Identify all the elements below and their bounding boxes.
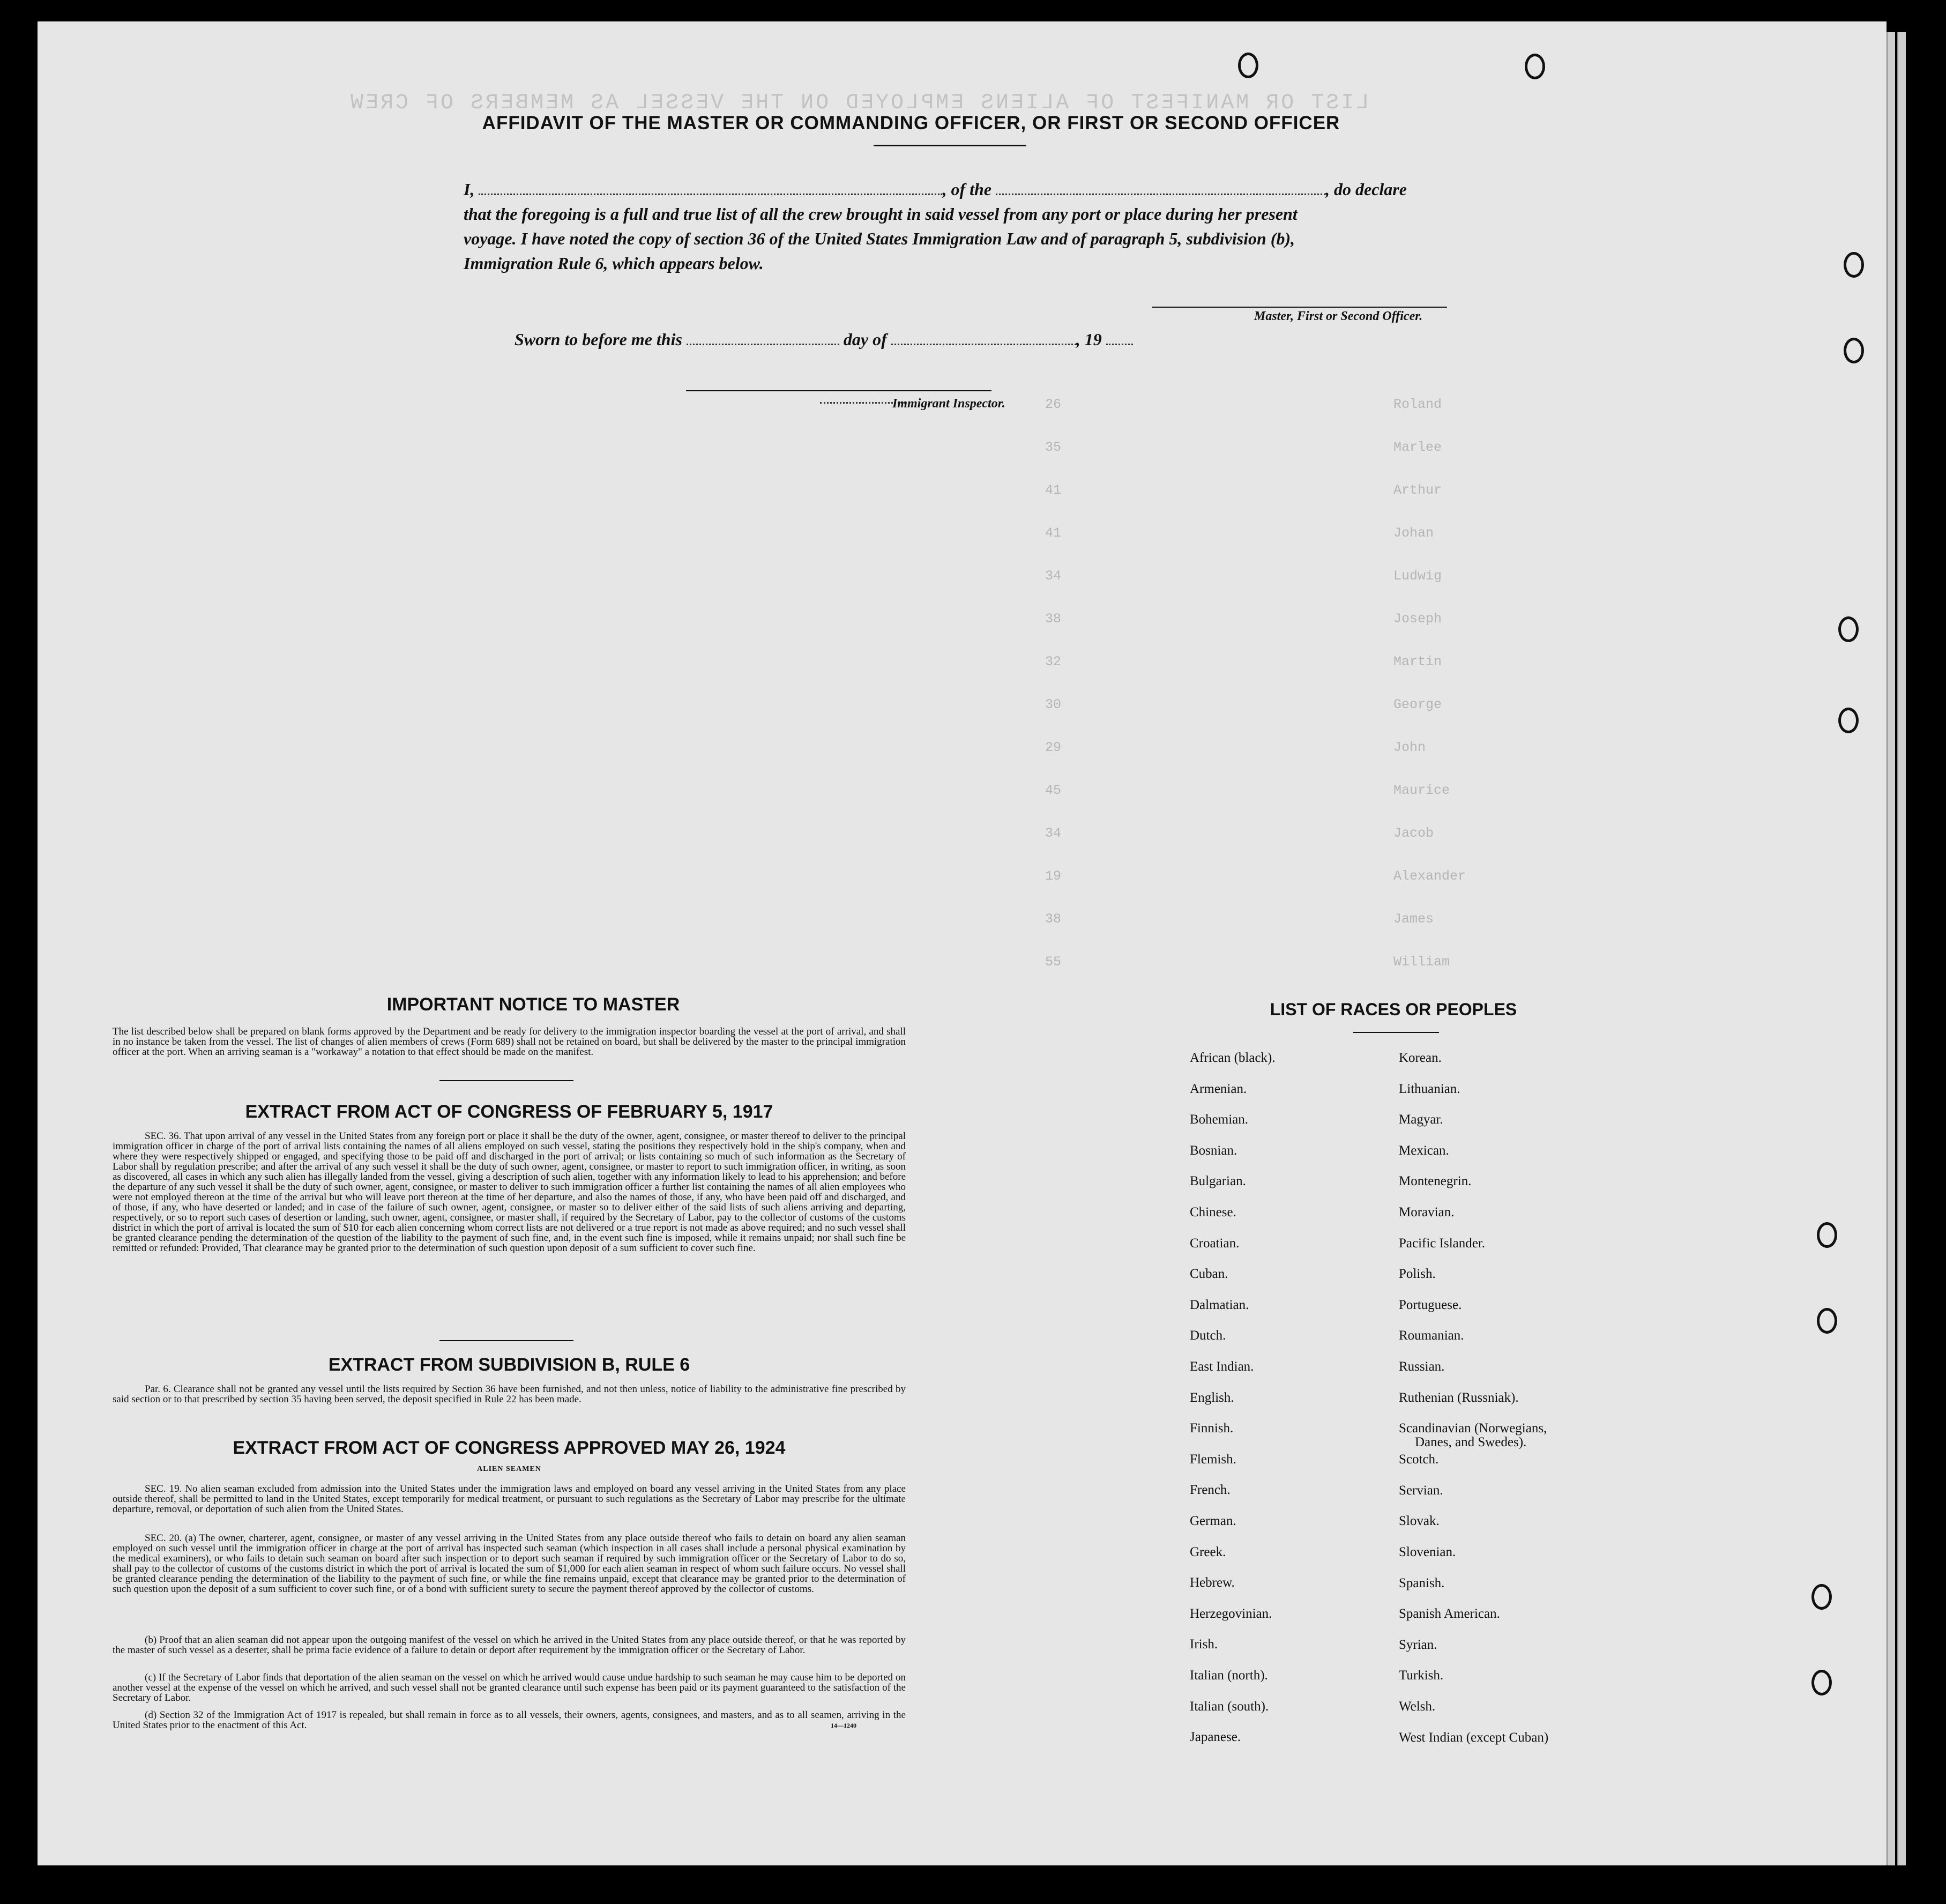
sworn-year-blank[interactable] <box>1106 344 1133 345</box>
race-item: Korean. <box>1399 1051 1442 1065</box>
extract-1924-sec20a: SEC. 20. (a) The owner, charterer, agent, consignee, or master of any vessel arriving in the United States from any place outside thereof who fails to detain on board any alien seaman employed on such vessel until the immigration officer in charge at the port of arrival has inspected such seaman (which inspection in all cases shall include a personal physical examination by the medical examiners), or who fails to detain such seaman on board after such inspection or to deport such seaman if required by such immigration officer or the Secretary of Labor to do so, shall pay to the collector of customs of the customs district in which the port of arrival is located the sum of $1,000 for each alien seaman in respect of whom such failure occurs. No vessel shall be granted clearance pending the determination of the liability to the payment of such fine, or while the fine remains unpaid, except that clearance may be granted prior to the determination of such question upon the deposit of a sum sufficient to cover such fine, or of a bond with sufficient surety to secure the payment thereof approved by the collector of customs. <box>113 1533 906 1595</box>
inspector-signature-line[interactable] <box>686 390 991 391</box>
extract-1924-sec20c: (c) If the Secretary of Labor finds that deportation of the alien seaman on the vessel on which he arrived would cause undue hardship to such seaman he may cause him to be deported on another vessel at the expense of the vessel on which he arrived, and such vessel shall not be granted clearance until such expense has been paid or its payment guaranteed to the satisfaction of the Secretary of Labor. <box>113 1672 906 1704</box>
race-item: Italian (north). <box>1190 1668 1268 1683</box>
race-item: Servian. <box>1399 1483 1443 1498</box>
bleedthrough-name: George <box>1393 697 1442 712</box>
extract-1924-sec20d: (d) Section 32 of the Immigration Act of 1917 is repealed, but shall remain in force as to all vessels, their owners, agents, consignees, and masters, and as to all seamen, arriving in the United States prior to the enactment of this Act. <box>113 1709 906 1731</box>
sworn-label: Sworn to before me this <box>515 330 682 349</box>
race-item: Bohemian. <box>1190 1112 1249 1127</box>
divider <box>439 1340 573 1341</box>
bleedthrough-age: 38 <box>1045 611 1062 627</box>
affidavit-do-declare: , do declare <box>1325 180 1407 199</box>
bleedthrough-age: 30 <box>1045 697 1062 712</box>
punch-hole-icon <box>1817 1222 1837 1248</box>
bleedthrough-name: John <box>1393 740 1426 755</box>
race-item: Lithuanian. <box>1399 1081 1460 1096</box>
bleedthrough-name: Marlee <box>1393 440 1442 455</box>
race-item: East Indian. <box>1190 1359 1254 1374</box>
bleedthrough-name: Alexander <box>1393 868 1466 884</box>
punch-hole-icon <box>1817 1308 1837 1334</box>
inspector-label: Immigrant Inspector. <box>892 397 1005 411</box>
race-item: Russian. <box>1399 1359 1445 1374</box>
race-item: Chinese. <box>1190 1205 1236 1219</box>
bleedthrough-age: 34 <box>1045 568 1062 584</box>
affidavit-of-the: , of the <box>942 180 991 199</box>
race-item: Armenian. <box>1190 1081 1247 1096</box>
race-item: Flemish. <box>1190 1452 1236 1467</box>
divider <box>439 1080 573 1081</box>
race-item: French. <box>1190 1483 1231 1498</box>
race-item: Finnish. <box>1190 1421 1234 1436</box>
bleedthrough-name: Johan <box>1393 525 1434 541</box>
race-item: Bosnian. <box>1190 1143 1237 1158</box>
affidavit-body <box>464 177 1482 276</box>
bleedthrough-age: 34 <box>1045 825 1062 841</box>
rule-6-title: EXTRACT FROM SUBDIVISION B, RULE 6 <box>328 1355 690 1375</box>
divider <box>874 145 1026 146</box>
bleedthrough-age: 41 <box>1045 482 1062 498</box>
form-number: 14—1240 <box>831 1722 856 1729</box>
extract-1924-title: EXTRACT FROM ACT OF CONGRESS APPROVED MAY 26, 1924 <box>233 1438 786 1458</box>
race-item: African (black). <box>1190 1051 1276 1065</box>
bleedthrough-age: 19 <box>1045 868 1062 884</box>
bleedthrough-name: Roland <box>1393 397 1442 412</box>
bleedthrough-name: Ludwig <box>1393 568 1442 584</box>
bleedthrough-name: Jacob <box>1393 825 1434 841</box>
bleedthrough-name: Arthur <box>1393 482 1442 498</box>
punch-hole-icon <box>1525 54 1545 79</box>
race-item: Irish. <box>1190 1637 1218 1652</box>
bleedthrough-name: Martin <box>1393 654 1442 670</box>
race-item: English. <box>1190 1390 1234 1405</box>
bleedthrough-name: William <box>1393 954 1450 970</box>
race-item: Scandinavian (Norwegians, <box>1399 1421 1547 1436</box>
race-item: Pacific Islander. <box>1399 1236 1486 1251</box>
sworn-line <box>515 327 1133 352</box>
race-item: Turkish. <box>1399 1668 1444 1683</box>
bleedthrough-age: 35 <box>1045 440 1062 455</box>
race-item: Dalmatian. <box>1190 1297 1249 1312</box>
punch-hole-icon <box>1838 616 1859 642</box>
race-item: Japanese. <box>1190 1730 1241 1745</box>
race-item: Croatian. <box>1190 1236 1240 1251</box>
race-item: Danes, and Swedes). <box>1415 1435 1527 1450</box>
affidavit-i-label: I, <box>464 180 475 199</box>
bleedthrough-age: 32 <box>1045 654 1062 670</box>
race-item: Cuban. <box>1190 1267 1228 1282</box>
rule-6-text: Par. 6. Clearance shall not be granted any vessel until the lists required by Section 36 have been furnished, and not then unless, notice of liability to the administrative fine prescribed by said section or to that prescribed by section 35 having been served, the deposit specified in Rule 22 has been made. <box>113 1384 906 1405</box>
notice-title: IMPORTANT NOTICE TO MASTER <box>386 994 680 1015</box>
extract-1917-title: EXTRACT FROM ACT OF CONGRESS OF FEBRUARY 5, 1917 <box>245 1102 773 1122</box>
bleedthrough-age: 55 <box>1045 954 1062 970</box>
bleedthrough-age: 45 <box>1045 783 1062 798</box>
race-item: Spanish American. <box>1399 1606 1500 1622</box>
affidavit-title: AFFIDAVIT OF THE MASTER OR COMMANDING OFFICER, OR FIRST OR SECOND OFFICER <box>482 113 1340 133</box>
race-item: Magyar. <box>1399 1112 1443 1127</box>
notice-text: The list described below shall be prepared on blank forms approved by the Department and be ready for delivery to the immigration inspector boarding the vessel at the port of arrival, and shall in no instance be taken from the vessel. The list of changes of alien members of crews (Form 689) shall not be retained on board, but shall be delivered by the master to the principal immigration officer at the port. When an arriving seaman is a "workaway" a notation to that effect should be made on the manifest. <box>113 1026 906 1058</box>
bleedthrough-name: James <box>1393 911 1434 927</box>
race-item: German. <box>1190 1514 1236 1528</box>
race-item: Roumanian. <box>1399 1328 1464 1343</box>
race-item: Dutch. <box>1190 1328 1226 1343</box>
race-item: Portuguese. <box>1399 1297 1462 1312</box>
race-item: Scotch. <box>1399 1452 1439 1467</box>
race-item: Bulgarian. <box>1190 1174 1246 1189</box>
race-item: Syrian. <box>1399 1637 1437 1652</box>
race-item: Slovak. <box>1399 1514 1440 1529</box>
race-item: Montenegrin. <box>1399 1174 1472 1189</box>
race-item: Moravian. <box>1399 1205 1455 1219</box>
affidavit-line-2: voyage. I have noted the copy of section 36 of the United States Immigration Law and of paragraph 5, subdivision (b), <box>464 229 1295 248</box>
master-signature-line[interactable] <box>1152 307 1447 308</box>
day-of-label: day of <box>843 330 887 349</box>
punch-hole-icon <box>1844 252 1864 278</box>
extract-1917-text: SEC. 36. That upon arrival of any vessel in the United States from any foreign port or place it shall be the duty of the owner, agent, consignee, or master thereof to deliver to the principal immigration officer in charge of the port of arrival lists containing the names of all aliens employed on such vessel, stating the positions they respectively hold in the ship's company, when and where they were respectively shipped or engaged, and specifying those to be paid off and discharged in the port of arrival; or lists containing so much of such information as the Secretary of Labor shall by regulation prescribe; and after the arrival of any such vessel it shall be the duty of such owner, agent, consignee, or master to report to such immigration officer, in writing, as soon as discovered, all cases in which any such alien has illegally landed from the vessel, giving a description of such alien, together with any information likely to lead to his apprehension; and before the departure of any such vessel it shall be the duty of such owner, agent, consignee, or master to deliver to such immigration officer a further list containing the names of all alien employees who were not employed thereon at the time of the arrival but who will leave port thereon at the time of her departure, and also the names of those, if any, who have been paid off and discharged, and of those, if any, who have deserted or landed; and in case of the failure of such owner, agent, consignee, or master so to deliver either of the said lists of such aliens arriving and departing, respectively, or so to report such cases of desertion or landing, such owner, agent, consignee, or master shall, if required by the Secretary of Labor, pay to the collector of customs of the customs district in which the port of arrival is located the sum of $10 for each alien concerning whom correct lists are not delivered or a true report is not made as above required; and no such vessel shall be granted clearance pending the determination of the question of the liability to the payment of such fine, and, in the event such fine is imposed, while it remains unpaid; nor shall such fine be remitted or refunded: Provided, That clearance may be granted prior to the determination of such question upon deposit of a sum sufficient to cover such fine. <box>113 1130 906 1254</box>
page-edge <box>1897 32 1906 1865</box>
races-title: LIST OF RACES OR PEOPLES <box>1270 1000 1517 1019</box>
punch-hole-icon <box>1838 708 1859 733</box>
race-item: Herzegovinian. <box>1190 1606 1272 1621</box>
bleedthrough-age: 41 <box>1045 525 1062 541</box>
punch-hole-icon <box>1844 338 1864 363</box>
bleedthrough-header: LIST OR MANIFEST OF ALIENS EMPLOYED ON THE VESSEL AS MEMBERS OF CREW <box>348 91 1369 115</box>
vessel-name-blank[interactable] <box>996 194 1325 195</box>
bleedthrough-name: Maurice <box>1393 783 1450 798</box>
race-item: Spanish. <box>1399 1575 1445 1590</box>
extract-1924-subtitle: ALIEN SEAMEN <box>477 1465 541 1473</box>
extract-1924-sec19: SEC. 19. No alien seaman excluded from admission into the United States under the immigration laws and employed on board any vessel arriving in the United States from any place outside thereof, shall be permitted to land in the United States, except temporarily for medical treatment, or pursuant to such regulations as the Secretary of Labor may prescribe for the ultimate departure, removal, or deportation of such alien from the United States. <box>113 1483 906 1515</box>
affidavit-line-3: Immigration Rule 6, which appears below. <box>464 254 764 273</box>
sworn-month-blank[interactable] <box>891 344 1076 345</box>
bleedthrough-age: 26 <box>1045 397 1062 412</box>
race-item: West Indian (except Cuban) <box>1399 1730 1549 1745</box>
divider <box>1353 1032 1439 1033</box>
bleedthrough-age: 38 <box>1045 911 1062 927</box>
race-item: Polish. <box>1399 1267 1436 1282</box>
bleedthrough-name: Joseph <box>1393 611 1442 627</box>
bleedthrough-age: 29 <box>1045 740 1062 755</box>
affidavit-line-1: that the foregoing is a full and true list of all the crew brought in said vessel from any port or place during her present <box>464 204 1298 224</box>
year-label: , 19 <box>1076 330 1102 349</box>
race-item: Greek. <box>1190 1544 1226 1559</box>
race-item: Mexican. <box>1399 1143 1449 1158</box>
race-item: Welsh. <box>1399 1699 1436 1714</box>
master-signature-label: Master, First or Second Officer. <box>1254 309 1423 323</box>
punch-hole-icon <box>1811 1584 1832 1610</box>
punch-hole-icon <box>1238 53 1258 78</box>
race-item: Slovenian. <box>1399 1545 1456 1559</box>
page-edge <box>1887 32 1895 1865</box>
officer-name-blank[interactable] <box>479 194 942 195</box>
race-item: Hebrew. <box>1190 1575 1235 1590</box>
punch-hole-icon <box>1811 1670 1832 1695</box>
race-item: Ruthenian (Russniak). <box>1399 1390 1519 1405</box>
sworn-day-blank[interactable] <box>687 344 839 345</box>
extract-1924-sec20b: (b) Proof that an alien seaman did not appear upon the outgoing manifest of the vessel on which he arrived in the United States from any place outside thereof, or that he was reported by the master of such vessel as a deserter, shall be prima facie evidence of a failure to detain or deport after requirement by the immigration officer or the Secretary of Labor. <box>113 1634 906 1656</box>
race-item: Italian (south). <box>1190 1699 1269 1714</box>
